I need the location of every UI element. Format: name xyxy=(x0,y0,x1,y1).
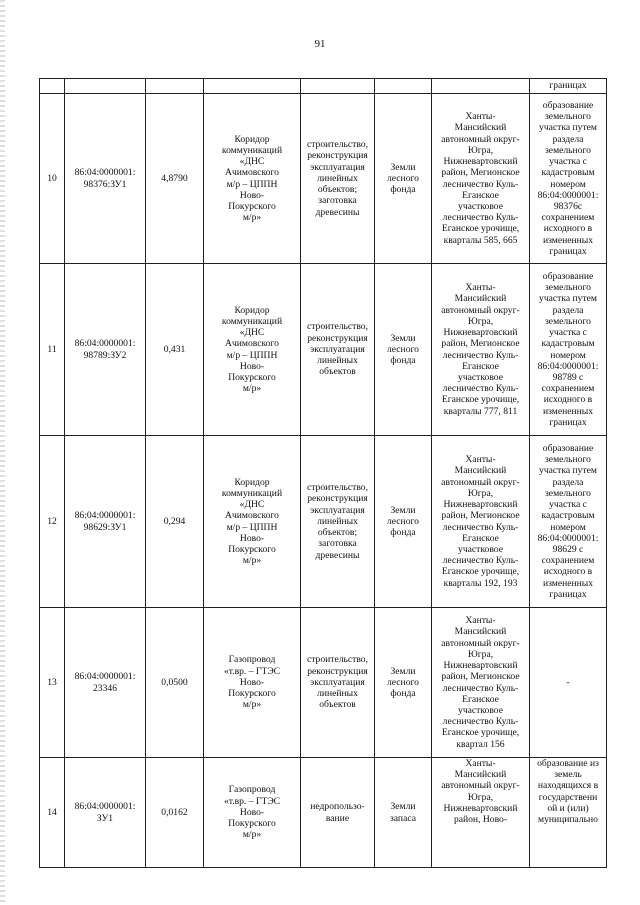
cell-num xyxy=(40,79,65,94)
cell-area: 4,8790 xyxy=(146,94,204,264)
cell-method: образование из земель находящихся в государственн ой и (или) муниципально xyxy=(530,758,607,868)
cell-category: Земли запаса xyxy=(375,758,432,868)
table-row xyxy=(40,436,607,608)
cell-purpose: недропользо- вание xyxy=(301,758,375,868)
table-row-continuation xyxy=(40,79,607,94)
cell-location: Ханты- Мансийский автономный округ- Югра, Нижневартовский район, Мегионское лесничество Куль- Еганское участковое лесничество Куль- Еганское урочище, кварталы 192, 193 xyxy=(432,436,530,608)
cell-method: границах xyxy=(530,79,607,94)
cell-object: Газопровод «т.вр. – ГТЭС Ново- Покурского м/р» xyxy=(204,758,301,868)
cell-num: 12 xyxy=(40,436,65,608)
cell-category: Земли лесного фонда xyxy=(375,264,432,436)
cell-area: 0,0162 xyxy=(146,758,204,868)
cell-method: образование земельного участка путем раздела земельного участка с кадастровым номером 86:04:0000001: 98376с сохранением исходного в измененных границах xyxy=(530,94,607,264)
table-row xyxy=(40,608,607,758)
cell-cadastral xyxy=(65,79,146,94)
cell-location: Ханты- Мансийский автономный округ- Югра, Нижневартовский район, Мегионское лесничество Куль- Еганское участковое лесничество Куль- Еганское урочище, квартал 156 xyxy=(432,608,530,758)
cell-method: образование земельного участка путем раздела земельного участка с кадастровым номером 86:04:0000001: 98789 с сохранением исходного в измененных границах xyxy=(530,264,607,436)
cell-method: образование земельного участка путем раздела земельного участка с кадастровым номером 86:04:0000001: 98629 с сохранением исходного в измененных границах xyxy=(530,436,607,608)
cell-category: Земли лесного фонда xyxy=(375,94,432,264)
cell-num: 13 xyxy=(40,608,65,758)
cell-purpose: строительство, реконструкция эксплуатация линейных объектов; заготовка древесины xyxy=(301,94,375,264)
cell-area: 0,294 xyxy=(146,436,204,608)
cell-object: Коридор коммуникаций «ДНС Ачимовского м/р – ЦППН Ново- Покурского м/р» xyxy=(204,436,301,608)
cell-area: 0,0500 xyxy=(146,608,204,758)
cell-num: 10 xyxy=(40,94,65,264)
cell-cadastral: 86:04:0000001: 98376:ЗУ1 xyxy=(65,94,146,264)
cell-location: Ханты- Мансийский автономный округ- Югра, Нижневартовский район, Мегионское лесничество Куль- Еганское участковое лесничество Куль- Еганское урочище, кварталы 777, 811 xyxy=(432,264,530,436)
cell-area: 0,431 xyxy=(146,264,204,436)
cell-method: - xyxy=(530,608,607,758)
cell-purpose: строительство, реконструкция эксплуатация линейных объектов xyxy=(301,264,375,436)
scan-edge xyxy=(0,0,5,905)
cell-category xyxy=(375,79,432,94)
cell-purpose: строительство, реконструкция эксплуатация линейных объектов xyxy=(301,608,375,758)
cell-area xyxy=(146,79,204,94)
cell-location: Ханты- Мансийский автономный округ- Югра, Нижневартовский район, Мегионское лесничество Куль- Еганское участковое лесничество Куль- Еганское урочище, кварталы 585, 665 xyxy=(432,94,530,264)
table-row xyxy=(40,758,607,868)
cell-cadastral: 86:04:0000001: 98629:ЗУ1 xyxy=(65,436,146,608)
cell-category: Земли лесного фонда xyxy=(375,436,432,608)
cell-cadastral: 86:04:0000001: ЗУ1 xyxy=(65,758,146,868)
cell-object xyxy=(204,79,301,94)
land-plots-table xyxy=(39,78,607,868)
page-number: 91 xyxy=(314,38,326,50)
cell-purpose xyxy=(301,79,375,94)
cell-num: 11 xyxy=(40,264,65,436)
cell-category: Земли лесного фонда xyxy=(375,608,432,758)
cell-location xyxy=(432,79,530,94)
cell-object: Коридор коммуникаций «ДНС Ачимовского м/р – ЦППН Ново- Покурского м/р» xyxy=(204,264,301,436)
cell-num: 14 xyxy=(40,758,65,868)
cell-purpose: строительство, реконструкция эксплуатация линейных объектов; заготовка древесины xyxy=(301,436,375,608)
cell-object: Коридор коммуникаций «ДНС Ачимовского м/р – ЦППН Ново- Покурского м/р» xyxy=(204,94,301,264)
table-row xyxy=(40,94,607,264)
cell-cadastral: 86:04:0000001: 23346 xyxy=(65,608,146,758)
cell-object: Газопровод «т.вр. – ГТЭС Ново- Покурского м/р» xyxy=(204,608,301,758)
cell-location: Ханты- Мансийский автономный округ- Югра, Нижневартовский район, Ново- xyxy=(432,758,530,868)
table-row xyxy=(40,264,607,436)
cell-cadastral: 86:04:0000001: 98789:ЗУ2 xyxy=(65,264,146,436)
